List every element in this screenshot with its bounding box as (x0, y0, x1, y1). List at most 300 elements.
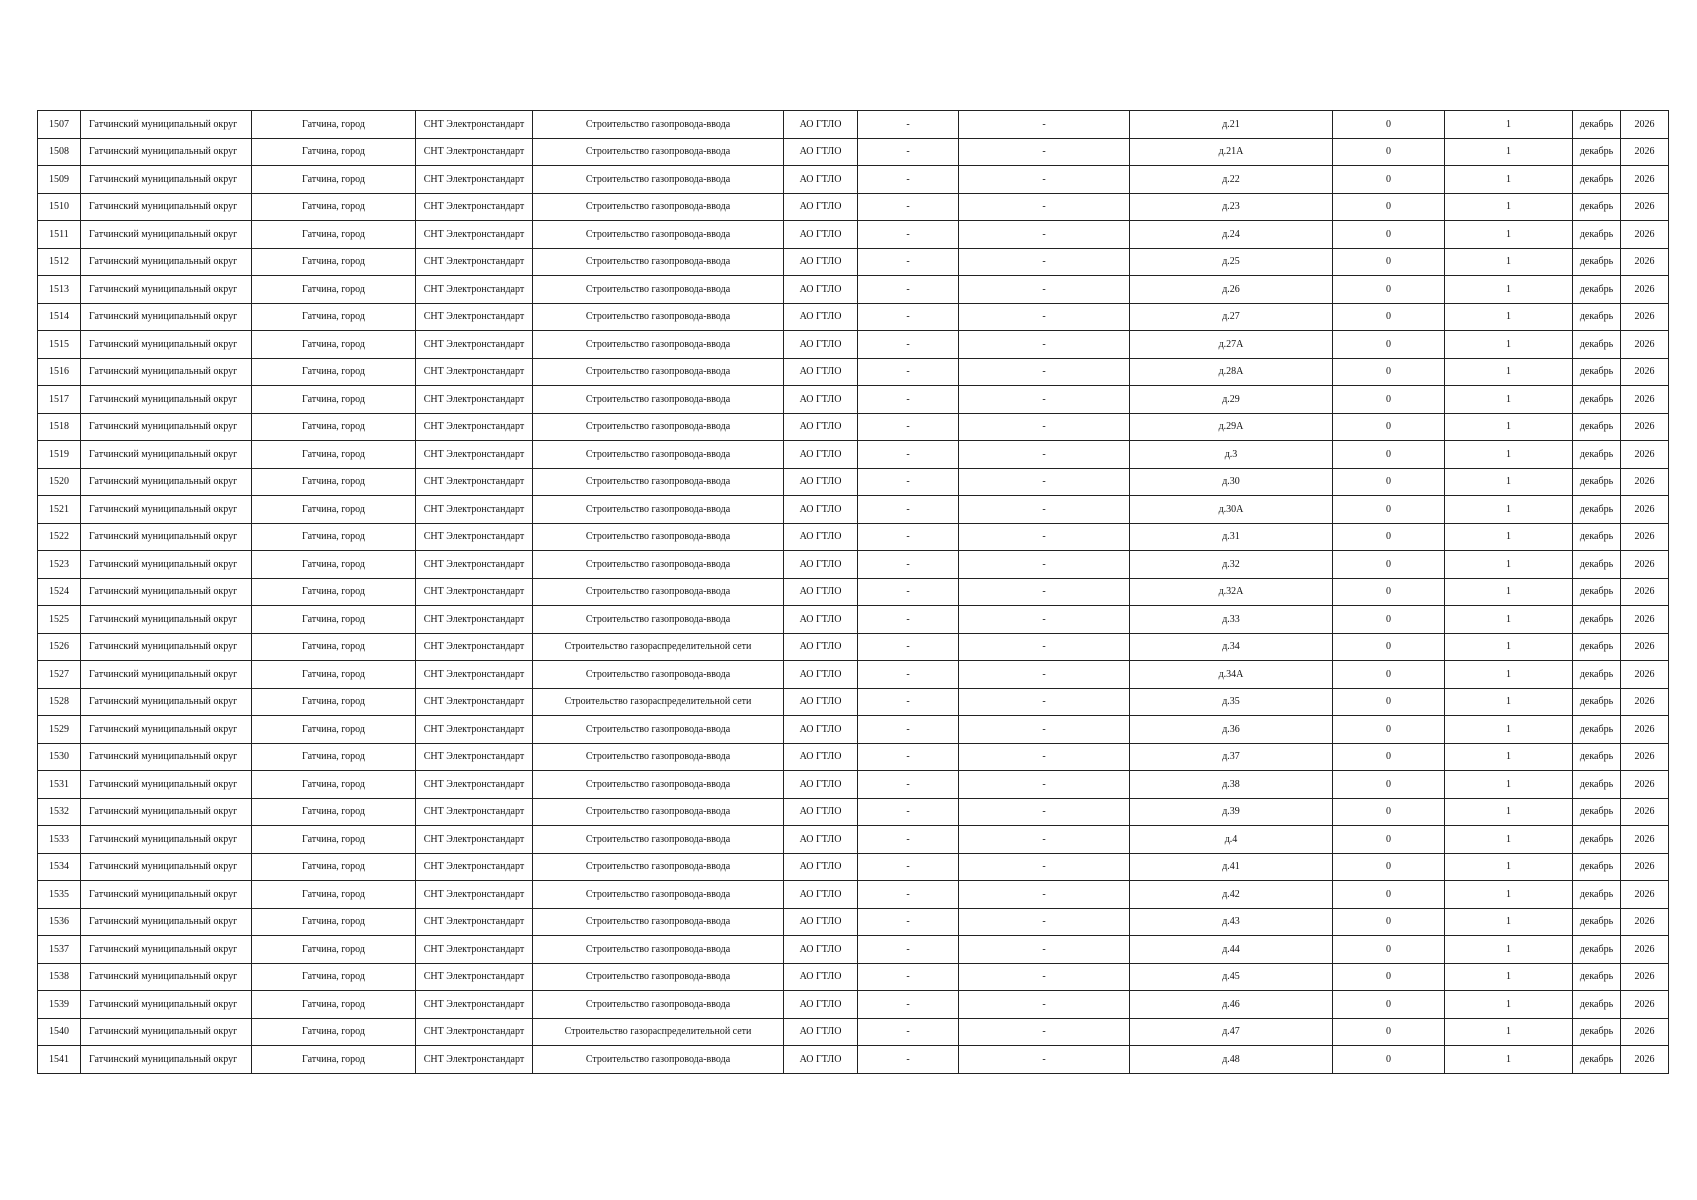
month-cell: декабрь (1573, 798, 1621, 826)
table-row (38, 936, 1669, 964)
street-cell: СНТ Электронстандарт (416, 413, 533, 441)
value-one-cell: 1 (1445, 936, 1573, 964)
month-cell: декабрь (1573, 963, 1621, 991)
value-one-cell: 1 (1445, 743, 1573, 771)
organization-cell: АО ГТЛО (784, 193, 858, 221)
work-type-cell: Строительство газопровода-ввода (533, 798, 784, 826)
work-type-cell: Строительство газопровода-ввода (533, 661, 784, 689)
month-cell: декабрь (1573, 358, 1621, 386)
value-zero-cell: 0 (1333, 578, 1445, 606)
street-cell: СНТ Электронстандарт (416, 606, 533, 634)
district-cell: Гатчинский муниципальный округ (81, 578, 252, 606)
house-number-cell: д.45 (1130, 963, 1333, 991)
empty-dash-cell: - (959, 386, 1130, 414)
locality-cell: Гатчина, город (252, 276, 416, 304)
district-cell: Гатчинский муниципальный округ (81, 193, 252, 221)
organization-cell: АО ГТЛО (784, 881, 858, 909)
locality-cell: Гатчина, город (252, 661, 416, 689)
locality-cell: Гатчина, город (252, 221, 416, 249)
work-type-cell: Строительство газопровода-ввода (533, 881, 784, 909)
locality-cell: Гатчина, город (252, 166, 416, 194)
table-row (38, 908, 1669, 936)
value-zero-cell: 0 (1333, 468, 1445, 496)
value-zero-cell: 0 (1333, 743, 1445, 771)
street-cell: СНТ Электронстандарт (416, 578, 533, 606)
table-row (38, 853, 1669, 881)
table-row (38, 1018, 1669, 1046)
value-one-cell: 1 (1445, 826, 1573, 854)
year-cell: 2026 (1621, 276, 1669, 304)
district-cell: Гатчинский муниципальный округ (81, 413, 252, 441)
work-type-cell: Строительство газопровода-ввода (533, 111, 784, 139)
value-zero-cell: 0 (1333, 1046, 1445, 1074)
empty-dash-cell: - (959, 1018, 1130, 1046)
table-row (38, 303, 1669, 331)
street-cell: СНТ Электронстандарт (416, 551, 533, 579)
month-cell: декабрь (1573, 826, 1621, 854)
year-cell: 2026 (1621, 908, 1669, 936)
month-cell: декабрь (1573, 771, 1621, 799)
table-row (38, 111, 1669, 139)
house-number-cell: д.32 (1130, 551, 1333, 579)
row-number-cell: 1510 (38, 193, 81, 221)
year-cell: 2026 (1621, 221, 1669, 249)
year-cell: 2026 (1621, 468, 1669, 496)
year-cell: 2026 (1621, 963, 1669, 991)
empty-dash-cell: - (959, 331, 1130, 359)
row-number-cell: 1534 (38, 853, 81, 881)
empty-dash-cell: - (858, 633, 959, 661)
empty-dash-cell: - (858, 303, 959, 331)
year-cell: 2026 (1621, 496, 1669, 524)
row-number-cell: 1530 (38, 743, 81, 771)
organization-cell: АО ГТЛО (784, 1046, 858, 1074)
year-cell: 2026 (1621, 606, 1669, 634)
row-number-cell: 1508 (38, 138, 81, 166)
locality-cell: Гатчина, город (252, 111, 416, 139)
empty-dash-cell: - (858, 468, 959, 496)
street-cell: СНТ Электронстандарт (416, 743, 533, 771)
value-zero-cell: 0 (1333, 303, 1445, 331)
work-type-cell: Строительство газопровода-ввода (533, 853, 784, 881)
street-cell: СНТ Электронстандарт (416, 111, 533, 139)
month-cell: декабрь (1573, 386, 1621, 414)
street-cell: СНТ Электронстандарт (416, 248, 533, 276)
empty-dash-cell: - (858, 386, 959, 414)
table-row (38, 331, 1669, 359)
year-cell: 2026 (1621, 138, 1669, 166)
house-number-cell: д.30 (1130, 468, 1333, 496)
locality-cell: Гатчина, город (252, 771, 416, 799)
value-one-cell: 1 (1445, 853, 1573, 881)
house-number-cell: д.26 (1130, 276, 1333, 304)
work-type-cell: Строительство газопровода-ввода (533, 963, 784, 991)
value-zero-cell: 0 (1333, 606, 1445, 634)
row-number-cell: 1537 (38, 936, 81, 964)
month-cell: декабрь (1573, 138, 1621, 166)
work-type-cell: Строительство газопровода-ввода (533, 578, 784, 606)
street-cell: СНТ Электронстандарт (416, 358, 533, 386)
locality-cell: Гатчина, город (252, 688, 416, 716)
street-cell: СНТ Электронстандарт (416, 963, 533, 991)
year-cell: 2026 (1621, 881, 1669, 909)
locality-cell: Гатчина, город (252, 1018, 416, 1046)
empty-dash-cell: - (858, 523, 959, 551)
house-number-cell: д.34А (1130, 661, 1333, 689)
organization-cell: АО ГТЛО (784, 413, 858, 441)
street-cell: СНТ Электронстандарт (416, 991, 533, 1019)
empty-dash-cell: - (959, 908, 1130, 936)
value-zero-cell: 0 (1333, 193, 1445, 221)
organization-cell: АО ГТЛО (784, 303, 858, 331)
street-cell: СНТ Электронстандарт (416, 798, 533, 826)
district-cell: Гатчинский муниципальный округ (81, 743, 252, 771)
year-cell: 2026 (1621, 441, 1669, 469)
house-number-cell: д.22 (1130, 166, 1333, 194)
value-zero-cell: 0 (1333, 853, 1445, 881)
table-row (38, 688, 1669, 716)
value-zero-cell: 0 (1333, 991, 1445, 1019)
row-number-cell: 1518 (38, 413, 81, 441)
year-cell: 2026 (1621, 551, 1669, 579)
table-row (38, 441, 1669, 469)
value-zero-cell: 0 (1333, 331, 1445, 359)
house-number-cell: д.36 (1130, 716, 1333, 744)
house-number-cell: д.30А (1130, 496, 1333, 524)
row-number-cell: 1519 (38, 441, 81, 469)
value-one-cell: 1 (1445, 551, 1573, 579)
district-cell: Гатчинский муниципальный округ (81, 633, 252, 661)
locality-cell: Гатчина, город (252, 303, 416, 331)
row-number-cell: 1509 (38, 166, 81, 194)
work-type-cell: Строительство газораспределительной сети (533, 688, 784, 716)
district-cell: Гатчинский муниципальный округ (81, 661, 252, 689)
house-number-cell: д.46 (1130, 991, 1333, 1019)
empty-dash-cell: - (959, 743, 1130, 771)
district-cell: Гатчинский муниципальный округ (81, 111, 252, 139)
row-number-cell: 1517 (38, 386, 81, 414)
empty-dash-cell: - (959, 853, 1130, 881)
table-row (38, 221, 1669, 249)
year-cell: 2026 (1621, 1018, 1669, 1046)
value-one-cell: 1 (1445, 358, 1573, 386)
row-number-cell: 1521 (38, 496, 81, 524)
empty-dash-cell: - (858, 276, 959, 304)
month-cell: декабрь (1573, 276, 1621, 304)
locality-cell: Гатчина, город (252, 551, 416, 579)
month-cell: декабрь (1573, 1018, 1621, 1046)
table-row (38, 413, 1669, 441)
empty-dash-cell: - (959, 138, 1130, 166)
value-one-cell: 1 (1445, 276, 1573, 304)
month-cell: декабрь (1573, 193, 1621, 221)
table-row (38, 716, 1669, 744)
value-one-cell: 1 (1445, 248, 1573, 276)
row-number-cell: 1526 (38, 633, 81, 661)
empty-dash-cell: - (959, 468, 1130, 496)
month-cell: декабрь (1573, 578, 1621, 606)
value-zero-cell: 0 (1333, 881, 1445, 909)
value-zero-cell: 0 (1333, 716, 1445, 744)
year-cell: 2026 (1621, 716, 1669, 744)
value-one-cell: 1 (1445, 111, 1573, 139)
value-zero-cell: 0 (1333, 221, 1445, 249)
year-cell: 2026 (1621, 798, 1669, 826)
empty-dash-cell: - (959, 221, 1130, 249)
value-zero-cell: 0 (1333, 1018, 1445, 1046)
row-number-cell: 1529 (38, 716, 81, 744)
house-number-cell: д.44 (1130, 936, 1333, 964)
street-cell: СНТ Электронстандарт (416, 716, 533, 744)
locality-cell: Гатчина, город (252, 826, 416, 854)
year-cell: 2026 (1621, 303, 1669, 331)
row-number-cell: 1515 (38, 331, 81, 359)
empty-dash-cell: - (959, 936, 1130, 964)
organization-cell: АО ГТЛО (784, 688, 858, 716)
work-type-cell: Строительство газопровода-ввода (533, 248, 784, 276)
district-cell: Гатчинский муниципальный округ (81, 248, 252, 276)
value-one-cell: 1 (1445, 771, 1573, 799)
house-number-cell: д.39 (1130, 798, 1333, 826)
work-type-cell: Строительство газопровода-ввода (533, 441, 784, 469)
month-cell: декабрь (1573, 496, 1621, 524)
value-one-cell: 1 (1445, 441, 1573, 469)
house-number-cell: д.35 (1130, 688, 1333, 716)
value-one-cell: 1 (1445, 138, 1573, 166)
value-one-cell: 1 (1445, 661, 1573, 689)
locality-cell: Гатчина, город (252, 441, 416, 469)
street-cell: СНТ Электронстандарт (416, 166, 533, 194)
table-row (38, 138, 1669, 166)
organization-cell: АО ГТЛО (784, 358, 858, 386)
value-one-cell: 1 (1445, 963, 1573, 991)
work-type-cell: Строительство газопровода-ввода (533, 276, 784, 304)
organization-cell: АО ГТЛО (784, 578, 858, 606)
house-number-cell: д.31 (1130, 523, 1333, 551)
organization-cell: АО ГТЛО (784, 523, 858, 551)
empty-dash-cell: - (959, 991, 1130, 1019)
work-type-cell: Строительство газопровода-ввода (533, 936, 784, 964)
row-number-cell: 1522 (38, 523, 81, 551)
row-number-cell: 1513 (38, 276, 81, 304)
locality-cell: Гатчина, город (252, 908, 416, 936)
district-cell: Гатчинский муниципальный округ (81, 1046, 252, 1074)
table-row (38, 468, 1669, 496)
empty-dash-cell: - (959, 606, 1130, 634)
value-one-cell: 1 (1445, 1018, 1573, 1046)
work-type-cell: Строительство газопровода-ввода (533, 826, 784, 854)
street-cell: СНТ Электронстандарт (416, 138, 533, 166)
value-one-cell: 1 (1445, 413, 1573, 441)
year-cell: 2026 (1621, 413, 1669, 441)
house-number-cell: д.47 (1130, 1018, 1333, 1046)
organization-cell: АО ГТЛО (784, 826, 858, 854)
value-one-cell: 1 (1445, 1046, 1573, 1074)
organization-cell: АО ГТЛО (784, 771, 858, 799)
row-number-cell: 1532 (38, 798, 81, 826)
table-row (38, 496, 1669, 524)
year-cell: 2026 (1621, 936, 1669, 964)
row-number-cell: 1528 (38, 688, 81, 716)
value-zero-cell: 0 (1333, 386, 1445, 414)
month-cell: декабрь (1573, 661, 1621, 689)
row-number-cell: 1533 (38, 826, 81, 854)
house-number-cell: д.21А (1130, 138, 1333, 166)
locality-cell: Гатчина, город (252, 853, 416, 881)
value-zero-cell: 0 (1333, 441, 1445, 469)
row-number-cell: 1520 (38, 468, 81, 496)
street-cell: СНТ Электронстандарт (416, 661, 533, 689)
house-number-cell: д.4 (1130, 826, 1333, 854)
table-row (38, 1046, 1669, 1074)
locality-cell: Гатчина, город (252, 386, 416, 414)
table-row (38, 991, 1669, 1019)
house-number-cell: д.29А (1130, 413, 1333, 441)
organization-cell: АО ГТЛО (784, 991, 858, 1019)
year-cell: 2026 (1621, 166, 1669, 194)
value-zero-cell: 0 (1333, 276, 1445, 304)
row-number-cell: 1527 (38, 661, 81, 689)
empty-dash-cell: - (858, 578, 959, 606)
empty-dash-cell: - (959, 441, 1130, 469)
empty-dash-cell: - (959, 111, 1130, 139)
district-cell: Гатчинский муниципальный округ (81, 798, 252, 826)
value-one-cell: 1 (1445, 908, 1573, 936)
year-cell: 2026 (1621, 853, 1669, 881)
work-type-cell: Строительство газопровода-ввода (533, 303, 784, 331)
value-one-cell: 1 (1445, 716, 1573, 744)
organization-cell: АО ГТЛО (784, 551, 858, 579)
work-type-cell: Строительство газопровода-ввода (533, 331, 784, 359)
empty-dash-cell: - (959, 716, 1130, 744)
district-cell: Гатчинский муниципальный округ (81, 551, 252, 579)
row-number-cell: 1511 (38, 221, 81, 249)
empty-dash-cell: - (959, 798, 1130, 826)
value-zero-cell: 0 (1333, 688, 1445, 716)
table-row (38, 193, 1669, 221)
locality-cell: Гатчина, город (252, 743, 416, 771)
locality-cell: Гатчина, город (252, 358, 416, 386)
empty-dash-cell: - (858, 166, 959, 194)
organization-cell: АО ГТЛО (784, 496, 858, 524)
value-zero-cell: 0 (1333, 551, 1445, 579)
month-cell: декабрь (1573, 248, 1621, 276)
value-one-cell: 1 (1445, 578, 1573, 606)
work-type-cell: Строительство газопровода-ввода (533, 771, 784, 799)
street-cell: СНТ Электронстандарт (416, 303, 533, 331)
street-cell: СНТ Электронстандарт (416, 193, 533, 221)
house-number-cell: д.33 (1130, 606, 1333, 634)
empty-dash-cell: - (858, 441, 959, 469)
month-cell: декабрь (1573, 221, 1621, 249)
month-cell: декабрь (1573, 743, 1621, 771)
year-cell: 2026 (1621, 523, 1669, 551)
table-row (38, 661, 1669, 689)
table-row (38, 386, 1669, 414)
house-number-cell: д.48 (1130, 1046, 1333, 1074)
month-cell: декабрь (1573, 413, 1621, 441)
year-cell: 2026 (1621, 193, 1669, 221)
row-number-cell: 1535 (38, 881, 81, 909)
house-number-cell: д.32А (1130, 578, 1333, 606)
organization-cell: АО ГТЛО (784, 248, 858, 276)
street-cell: СНТ Электронстандарт (416, 633, 533, 661)
work-type-cell: Строительство газопровода-ввода (533, 743, 784, 771)
work-type-cell: Строительство газопровода-ввода (533, 138, 784, 166)
month-cell: декабрь (1573, 991, 1621, 1019)
month-cell: декабрь (1573, 908, 1621, 936)
house-number-cell: д.21 (1130, 111, 1333, 139)
value-one-cell: 1 (1445, 193, 1573, 221)
organization-cell: АО ГТЛО (784, 1018, 858, 1046)
empty-dash-cell: - (858, 331, 959, 359)
empty-dash-cell: - (858, 826, 959, 854)
table-row (38, 578, 1669, 606)
organization-cell: АО ГТЛО (784, 276, 858, 304)
gasification-schedule-table (37, 110, 1669, 1074)
empty-dash-cell: - (858, 1018, 959, 1046)
year-cell: 2026 (1621, 1046, 1669, 1074)
house-number-cell: д.27А (1130, 331, 1333, 359)
locality-cell: Гатчина, город (252, 496, 416, 524)
empty-dash-cell: - (959, 248, 1130, 276)
month-cell: декабрь (1573, 936, 1621, 964)
district-cell: Гатчинский муниципальный округ (81, 138, 252, 166)
locality-cell: Гатчина, город (252, 936, 416, 964)
street-cell: СНТ Электронстандарт (416, 496, 533, 524)
empty-dash-cell: - (959, 523, 1130, 551)
empty-dash-cell: - (959, 1046, 1130, 1074)
empty-dash-cell: - (959, 826, 1130, 854)
year-cell: 2026 (1621, 578, 1669, 606)
organization-cell: АО ГТЛО (784, 798, 858, 826)
locality-cell: Гатчина, город (252, 963, 416, 991)
work-type-cell: Строительство газопровода-ввода (533, 1046, 784, 1074)
table-row (38, 358, 1669, 386)
row-number-cell: 1536 (38, 908, 81, 936)
table-row (38, 743, 1669, 771)
table-row (38, 881, 1669, 909)
district-cell: Гатчинский муниципальный округ (81, 936, 252, 964)
district-cell: Гатчинский муниципальный округ (81, 358, 252, 386)
month-cell: декабрь (1573, 1046, 1621, 1074)
street-cell: СНТ Электронстандарт (416, 276, 533, 304)
street-cell: СНТ Электронстандарт (416, 1046, 533, 1074)
row-number-cell: 1539 (38, 991, 81, 1019)
organization-cell: АО ГТЛО (784, 716, 858, 744)
empty-dash-cell: - (858, 1046, 959, 1074)
empty-dash-cell: - (959, 688, 1130, 716)
table-row (38, 276, 1669, 304)
work-type-cell: Строительство газопровода-ввода (533, 193, 784, 221)
month-cell: декабрь (1573, 853, 1621, 881)
street-cell: СНТ Электронстандарт (416, 1018, 533, 1046)
empty-dash-cell: - (858, 661, 959, 689)
row-number-cell: 1524 (38, 578, 81, 606)
value-one-cell: 1 (1445, 496, 1573, 524)
year-cell: 2026 (1621, 743, 1669, 771)
empty-dash-cell: - (858, 991, 959, 1019)
work-type-cell: Строительство газопровода-ввода (533, 523, 784, 551)
empty-dash-cell: - (858, 413, 959, 441)
value-one-cell: 1 (1445, 606, 1573, 634)
value-one-cell: 1 (1445, 688, 1573, 716)
year-cell: 2026 (1621, 991, 1669, 1019)
district-cell: Гатчинский муниципальный округ (81, 331, 252, 359)
empty-dash-cell: - (858, 193, 959, 221)
empty-dash-cell: - (959, 963, 1130, 991)
district-cell: Гатчинский муниципальный округ (81, 523, 252, 551)
